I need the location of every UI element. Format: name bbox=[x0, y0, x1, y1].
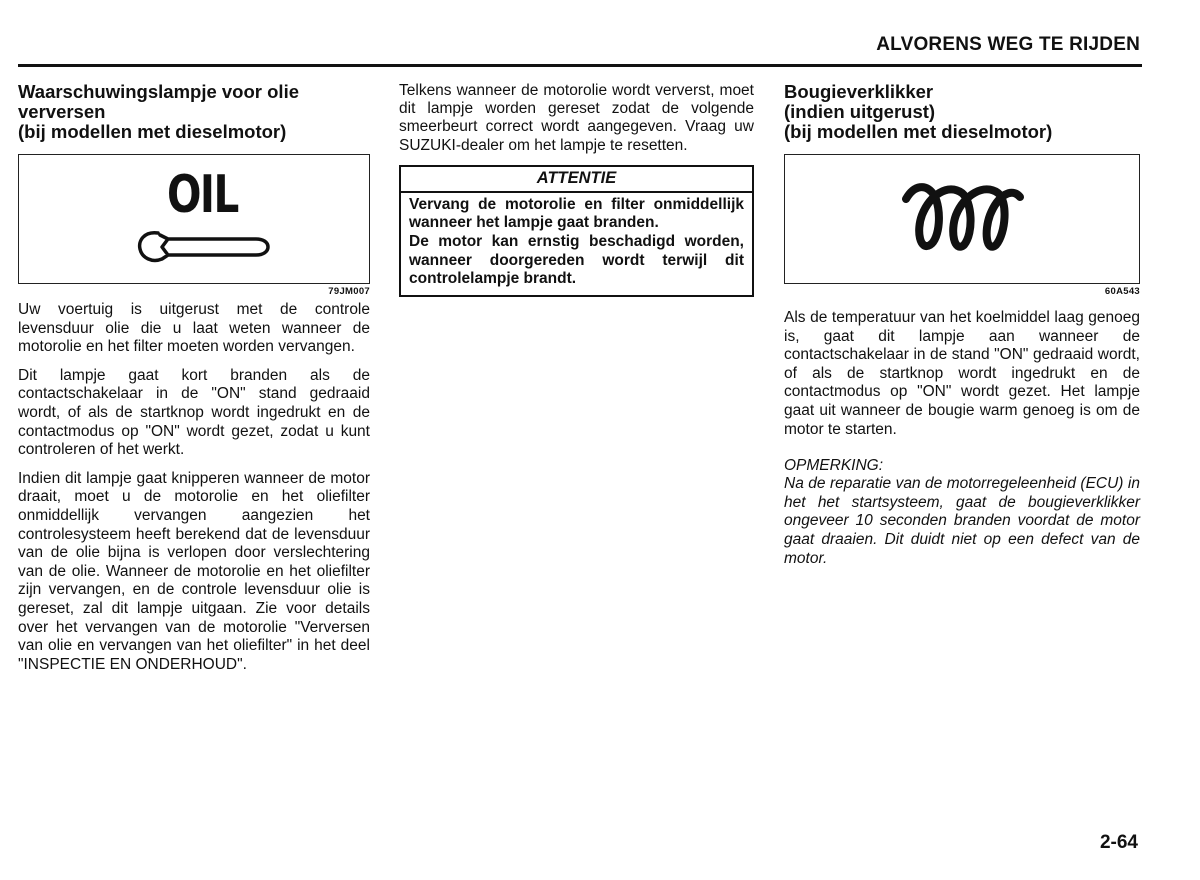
note-text: Na de reparatie van de motorregeleenheid (ECU) in het het startsysteem, gaat de bougieverklikker ongeveer 10 seconden branden voordat de motor gaat draaien. Dit duidt niet op een defect van de motor. bbox=[784, 475, 1140, 567]
title-line: Bougieverklikker bbox=[784, 81, 934, 102]
oil-warning-figure bbox=[18, 154, 370, 284]
glow-plug-title bbox=[784, 82, 1140, 142]
note-title: OPMERKING: bbox=[784, 457, 884, 475]
attention-box bbox=[399, 165, 754, 297]
header-title: ALVORENS WEG TE RIJDEN bbox=[876, 34, 1140, 55]
attention-line: Vervang de motorolie en filter onmiddellijk wanneer het lampje gaat branden. bbox=[409, 195, 744, 232]
header-rule bbox=[18, 64, 1142, 67]
title-line: Waarschuwingslampje voor olie bbox=[18, 81, 299, 102]
oil-label: OIL bbox=[167, 165, 238, 225]
paragraph: Telkens wanneer de motorolie wordt ververst, moet dit lampje worden gereset zodat de volgende smeerbeurt correct wordt aangegeven. Vraag uw SUZUKI-dealer om het lampje te resetten. bbox=[399, 82, 754, 154]
paragraph: Indien dit lampje gaat knipperen wanneer de motor draait, moet u de motorolie en het oliefilter onmiddellijk vervangen aangezien het controlesysteem heeft berekend dat de levensduur van de olie bijna is verlopen door verslechtering van de olie. Wanneer de motorolie en het oliefilter zijn vervangen, en de controle levensduur olie is gereset, zal dit lampje uitgaan. Zie voor details over het vervangen van de motorolie "Verversen van olie en vervangen van het oliefilter" in het deel "INSPECTIE EN ONDERHOUD". bbox=[18, 469, 370, 673]
paragraph: Uw voertuig is uitgerust met de controle levensduur olie die u laat weten wanneer de motorolie en het filter moeten worden vervangen. bbox=[18, 301, 370, 356]
oil-change-wrench-icon bbox=[134, 225, 274, 271]
attention-heading: ATTENTIE bbox=[401, 167, 752, 193]
left-column bbox=[18, 82, 370, 674]
title-line: (bij modellen met dieselmotor) bbox=[18, 121, 287, 142]
right-column bbox=[784, 82, 1140, 568]
title-line: verversen bbox=[18, 101, 106, 122]
page-number: 2-64 bbox=[1099, 832, 1138, 853]
glow-plug-coil-icon bbox=[900, 177, 1026, 261]
glow-plug-figure bbox=[784, 154, 1140, 284]
title-line: (indien uitgerust) bbox=[784, 101, 936, 122]
attention-line: De motor kan ernstig beschadigd worden, wanneer doorgereden wordt terwijl dit controlelampje brandt. bbox=[409, 233, 744, 288]
title-line: (bij modellen met dieselmotor) bbox=[784, 121, 1053, 142]
figure-code: 60A543 bbox=[1104, 286, 1140, 297]
attention-body bbox=[401, 193, 752, 295]
paragraph: Dit lampje gaat kort branden als de contactschakelaar in de "ON" stand gedraaid wordt, of als de startknop wordt ingedrukt en de contactmodus op "ON" wordt gezet, zodat u kunt controleren of het werkt. bbox=[18, 366, 370, 459]
figure-code: 79JM007 bbox=[328, 286, 370, 297]
oil-warning-title bbox=[18, 82, 370, 142]
middle-column bbox=[399, 82, 754, 297]
paragraph: Als de temperatuur van het koelmiddel laag genoeg is, gaat dit lampje aan wanneer de contactschakelaar in de stand "ON" gedraaid wordt, of als de startknop wordt ingedrukt en de contactmodus op "ON" wordt gezet. Het lampje gaat uit wanneer de bougie warm genoeg is om de motor te starten. bbox=[784, 309, 1140, 438]
